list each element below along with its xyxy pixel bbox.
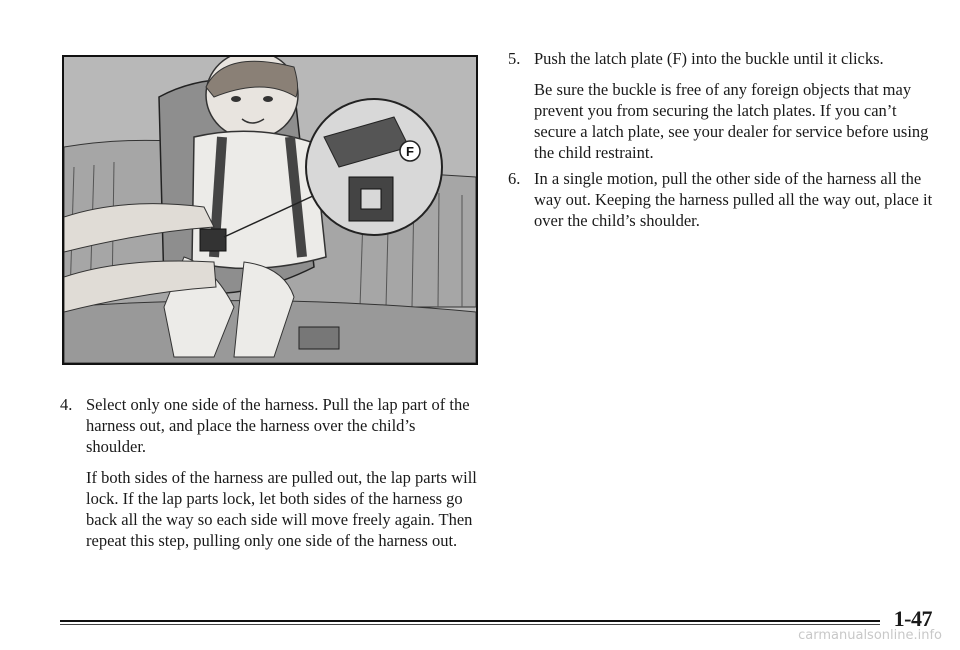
watermark: carmanualsonline.info (798, 628, 942, 643)
footer-rule-thin (60, 624, 880, 625)
step-number: 6. (508, 169, 521, 188)
footer-rule (60, 620, 880, 622)
step-paragraph: Push the latch plate (F) into the buckle until it clicks. (534, 49, 884, 68)
step-paragraph: Be sure the buckle is free of any foreign objects that may prevent you from securing the latch plates. If you can’t secure a latch plate, see your dealer for service before using the child restraint. (534, 80, 929, 162)
step-paragraph: If both sides of the harness are pulled out, the lap parts will lock. If the lap parts lock, let both sides of the harness go back all the way so each side will move freely again. Then repeat this step, pulling only one side of the harness out. (86, 468, 477, 550)
latch-plate-label: F (406, 144, 414, 159)
step-paragraph: In a single motion, pull the other side of the harness all the way out. Keeping the harness pulled all the way out, place it over the child’s shoulder. (534, 169, 933, 230)
step-number: 5. (508, 49, 521, 68)
step-paragraph: Select only one side of the harness. Pull the lap part of the harness out, and place the harness over the child’s shoulder. (86, 395, 470, 456)
step-number: 4. (60, 395, 73, 414)
page-number: 1-47 (893, 606, 932, 631)
child-seat-illustration (62, 55, 478, 365)
